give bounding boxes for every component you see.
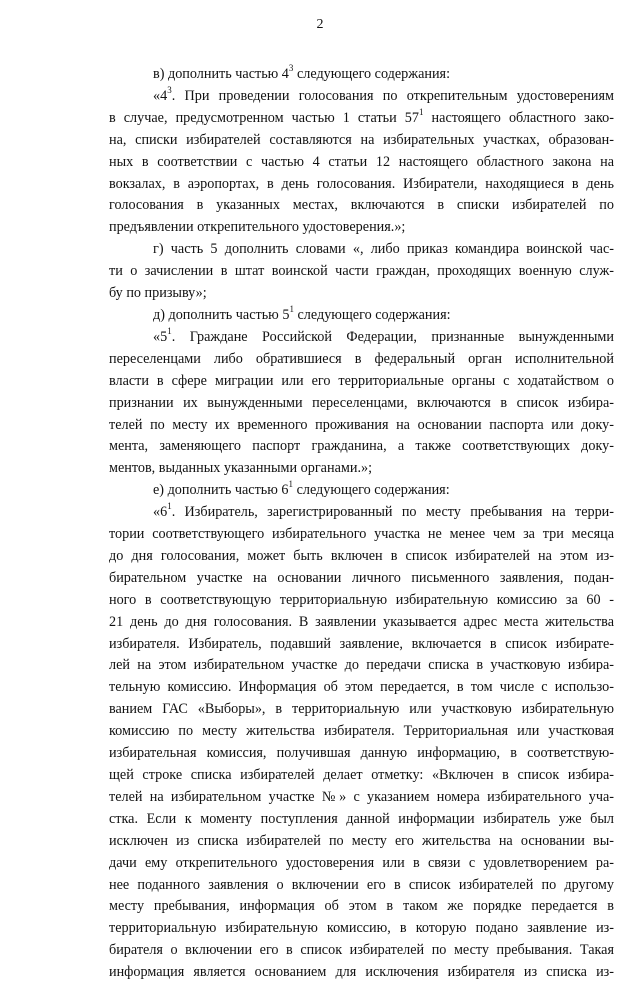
text-line <box>109 327 614 349</box>
text-line <box>109 853 614 875</box>
text-line <box>109 261 614 283</box>
text-line <box>109 699 614 721</box>
text-run: . Избиратель, зарегистрированный по месту пребывания на терри- <box>171 504 614 521</box>
text-run: вокзалах, в аэропортах, в день голосования. Избиратели, находящиеся в день <box>109 175 614 192</box>
text-run: тельную комиссию. Информация об этом передается, в том числе с использо- <box>109 679 614 696</box>
text-run: избирательная комиссия, получившая данную информацию, в соответствую- <box>109 745 614 762</box>
text-run: «5 <box>153 328 168 345</box>
text-run: мента, заменяющего паспорт гражданина, а также соответствующих доку- <box>109 438 614 455</box>
text-run: телей по месту их временного проживания на основании паспорта или доку- <box>109 416 614 433</box>
document-body <box>109 64 614 984</box>
text-run: территориальную избирательную комиссию, в которую подано заявление из- <box>109 920 614 937</box>
text-line <box>109 415 614 437</box>
superscript: 3 <box>288 63 294 74</box>
superscript: 1 <box>288 479 294 490</box>
text-line <box>109 349 614 371</box>
text-line <box>109 831 614 853</box>
superscript: 1 <box>167 326 172 337</box>
superscript: 3 <box>167 85 172 96</box>
text-run: . При проведении голосования по открепительным удостоверениям <box>171 87 614 104</box>
text-line <box>109 765 614 787</box>
text-line <box>109 371 614 393</box>
text-run: бирателя о включении его в список избирателей по месту пребывания. Такая <box>109 942 614 959</box>
text-run: до дня голосования, может быть включен в список избирателей на этом из- <box>109 547 614 564</box>
text-line <box>109 195 614 217</box>
text-line <box>109 393 614 415</box>
text-line <box>109 217 614 239</box>
page-number: 2 <box>316 17 324 32</box>
text-run: голосования в указанных местах, включаются в списки избирателей по <box>109 197 614 214</box>
text-run: на, списки избирателей составляются на избирательных участках, образован- <box>109 131 614 148</box>
text-run: ти о зачислении в штат воинской части граждан, проходящих военную служ- <box>109 263 614 280</box>
text-line <box>109 743 614 765</box>
text-run: власти в сфере миграции или его территориальные органы с ходатайством о <box>109 372 614 389</box>
text-line <box>109 64 614 86</box>
text-run: д) дополнить частью 5 <box>153 306 290 323</box>
text-run: ного в соответствующую территориальную избирательную комиссию за 60 - <box>109 591 614 608</box>
text-run: переселенцами либо обратившиеся в федеральный орган исполнительной <box>109 350 614 367</box>
text-line <box>109 283 614 305</box>
text-run: г) часть 5 дополнить словами «, либо приказ командира воинской час- <box>153 241 614 258</box>
text-run: 21 день до дня голосования. В заявлении указывается адрес места жительства <box>109 613 614 630</box>
text-run: «6 <box>153 504 168 521</box>
text-run: бу по призыву»; <box>109 285 207 302</box>
text-run: настоящего областного зако- <box>423 109 614 126</box>
text-line <box>109 940 614 962</box>
text-run: следующего содержания: <box>293 66 451 82</box>
text-run: в случае, предусмотренном частью 1 статьи 57 <box>109 109 419 126</box>
text-line <box>109 896 614 918</box>
text-line <box>109 239 614 261</box>
text-run: тории соответствующего избирательного участка не менее чем за три месяца <box>109 526 614 543</box>
text-line <box>109 546 614 568</box>
text-line <box>109 152 614 174</box>
text-run: бирательном участке на основании личного письменного заявления, подан- <box>109 569 614 586</box>
text-run: нее поданного заявления о включении его в список избирателей по другому <box>109 876 614 893</box>
text-line <box>109 655 614 677</box>
text-run: комиссию по месту жительства избирателя. Территориальная или участковая <box>109 723 614 740</box>
text-run: лей на этом избирательном участке до передачи списка в участковую избира- <box>109 657 614 674</box>
text-line <box>109 436 614 458</box>
text-run: следующего содержания: <box>293 482 450 499</box>
text-run: в) дополнить частью 4 <box>153 66 289 82</box>
text-line <box>109 130 614 152</box>
text-run: стка. Если к моменту поступления данной информации избиратель уже был <box>109 810 614 827</box>
text-run: «4 <box>153 87 168 104</box>
text-run: щей строке списка избирателей делает отметку: «Включен в список избира- <box>109 767 614 783</box>
text-run: ментов, выданных указанными органами.»; <box>109 460 373 477</box>
text-line <box>109 524 614 546</box>
text-line <box>109 86 614 108</box>
text-line <box>109 634 614 656</box>
text-run: телей на избирательном участке №» с указанием номера избирательного уча- <box>109 788 614 805</box>
text-line <box>109 962 614 984</box>
text-line <box>109 108 614 130</box>
text-line <box>109 305 614 327</box>
text-line <box>109 809 614 831</box>
text-run: дачи ему открепительного удостоверения или в связи с удовлетворением ра- <box>109 854 614 871</box>
text-run: месту пребывания, информация об этом в таком же порядке передается в <box>109 898 614 915</box>
superscript: 1 <box>289 304 294 315</box>
text-line <box>109 480 614 502</box>
text-run: избирателя. Избиратель, подавший заявление, включается в список избирате- <box>109 635 614 652</box>
text-line <box>109 721 614 743</box>
text-run: признании их вынужденными переселенцами, включаются в список избира- <box>109 394 614 411</box>
superscript: 1 <box>419 107 424 118</box>
text-run: следующего содержания: <box>293 306 451 323</box>
text-line <box>109 612 614 634</box>
text-run: предъявлении открепительного удостоверения.»; <box>109 219 406 236</box>
text-line <box>109 502 614 524</box>
text-run: ных в соответствии с частью 4 статьи 12 настоящего областного закона на <box>109 153 614 170</box>
text-line <box>109 875 614 897</box>
text-run: е) дополнить частью 6 <box>153 482 289 499</box>
text-run: информация является основанием для исключения избирателя из списка из- <box>109 964 614 981</box>
text-line <box>109 174 614 196</box>
text-run: ванием ГАС «Выборы», в территориальную или участковую избирательную <box>109 701 614 718</box>
text-line <box>109 568 614 590</box>
text-line <box>109 677 614 699</box>
text-line <box>109 458 614 480</box>
text-line <box>109 918 614 940</box>
text-run: . Граждане Российской Федерации, признанные вынужденными <box>171 328 614 345</box>
text-line <box>109 787 614 809</box>
text-line <box>109 590 614 612</box>
superscript: 1 <box>167 501 172 512</box>
text-run: исключен из списка избирателей по месту его жительства на основании вы- <box>109 832 614 849</box>
